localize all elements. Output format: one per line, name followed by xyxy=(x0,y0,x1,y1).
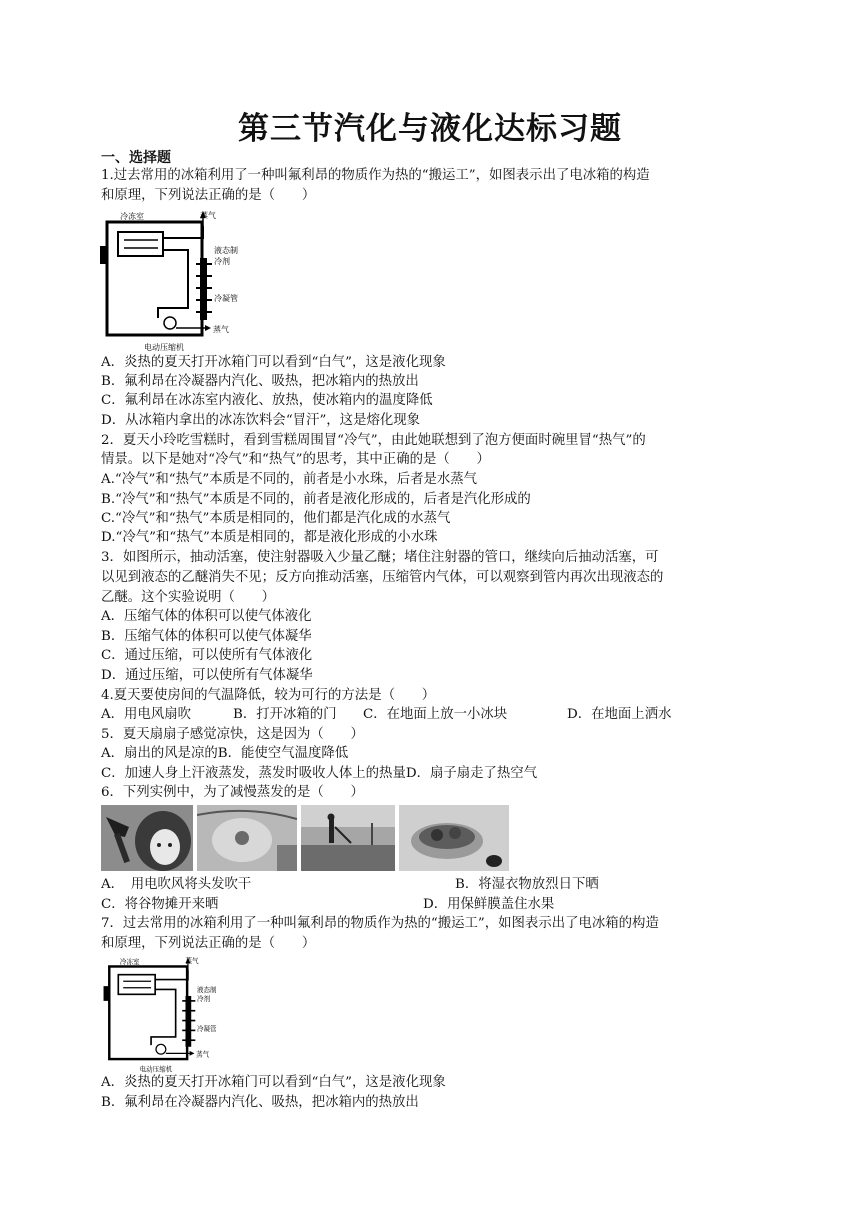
label-vapor-bottom: 蒸气 xyxy=(213,325,229,334)
q3-option-a: A．压缩气体的体积可以使气体液化 xyxy=(101,609,312,624)
q6-option-c: C．将谷物摊开来晒 xyxy=(101,897,219,912)
q5-stem: 5．夏天扇扇子感觉凉快，这是因为（ ） xyxy=(101,727,364,742)
q3-stem-line1: 3．如图所示，抽动活塞，使注射器吸入少量乙醚；堵住注射器的管口，继续向后抽动活塞，可 xyxy=(101,550,659,565)
q6-option-b: B．将湿衣物放烈日下晒 xyxy=(455,877,599,892)
q4-options xyxy=(101,706,741,724)
q2-option-c: C.“冷气”和“热气”本质是相同的，他们都是汽化成的水蒸气 xyxy=(101,511,451,526)
fridge-diagram-1 xyxy=(100,208,250,352)
q3-option-c: C．通过压缩，可以使所有气体液化 xyxy=(101,648,313,663)
q6-stem: 6．下列实例中，为了减慢蒸发的是（ ） xyxy=(101,785,364,800)
q3-stem-line2: 以见到液态的乙醚消失不见；反方向推动活塞，压缩管内气体，可以观察到管内再次出现液态的 xyxy=(101,570,664,585)
photo-drying-clothes xyxy=(197,805,297,871)
label-freezer-2: 冷冻室 xyxy=(119,958,140,967)
label-vapor-top-2: 蒸气 xyxy=(185,957,199,966)
photo-hair-dryer xyxy=(101,805,193,871)
fridge-diagram-2 xyxy=(100,955,230,1073)
q5-options-ab: A．扇出的风是凉的B．能使空气温度降低 xyxy=(101,746,349,761)
q3-option-b: B．压缩气体的体积可以使气体凝华 xyxy=(101,629,312,644)
label-condenser-2: 冷凝管 xyxy=(196,1025,217,1034)
label-compressor: 电动压缩机 xyxy=(144,343,184,352)
q4-option-a: A．用电风扇吹 xyxy=(101,707,192,722)
q3-option-d: D．通过压缩，可以使所有气体凝华 xyxy=(101,668,313,683)
q2-option-a: A.“冷气”和“热气”本质是不同的，前者是小水珠，后者是水蒸气 xyxy=(101,472,478,487)
section-heading: 一、选择题 xyxy=(101,150,171,166)
label-liquid-1: 液态制 xyxy=(214,246,238,255)
photo-spreading-grain xyxy=(301,805,395,871)
page-title: 第三节汽化与液化达标习题 xyxy=(238,111,622,147)
q1-option-d: D．从冰箱内拿出的冰冻饮料会“冒汗”，这是熔化现象 xyxy=(101,413,421,428)
label-vapor-bottom-2: 蒸气 xyxy=(196,1050,210,1059)
q4-option-b: B．打开冰箱的门 xyxy=(233,707,337,722)
q1-stem-line1: 1.过去常用的冰箱利用了一种叫氟利昂的物质作为热的“搬运工”，如图表示出了电冰箱的构造 xyxy=(101,168,650,183)
label-condenser: 冷凝管 xyxy=(214,294,238,303)
q7-option-a: A．炎热的夏天打开冰箱门可以看到“白气”，这是液化现象 xyxy=(101,1075,446,1090)
q2-stem-line2: 情景。以下是她对“冷气”和“热气”的思考，其中正确的是（ ） xyxy=(101,452,490,467)
q2-option-d: D.“冷气”和“热气”本质是相同的，都是液化形成的小水珠 xyxy=(101,530,438,545)
label-vapor-top: 蒸气 xyxy=(200,211,216,220)
q1-stem-line2: 和原理，下列说法正确的是（ ） xyxy=(101,188,316,203)
q7-option-b: B．氟利昂在冷凝器内汽化、吸热，把冰箱内的热放出 xyxy=(101,1095,419,1110)
q4-stem: 4.夏天要使房间的气温降低，较为可行的方法是（ ） xyxy=(101,688,436,703)
q5-options-cd: C．加速人身上汗液蒸发，蒸发时吸收人体上的热量D．扇子扇走了热空气 xyxy=(101,766,538,781)
label-liquid-2: 冷剂 xyxy=(214,257,230,266)
q4-option-d: D．在地面上洒水 xyxy=(567,707,672,722)
q6-option-a: A． 用电吹风将头发吹干 xyxy=(101,877,252,892)
q2-option-b: B.“冷气”和“热气”本质是不同的，前者是液化形成的，后者是汽化形成的 xyxy=(101,492,531,507)
label-freezer: 冷冻室 xyxy=(120,212,144,221)
q6-options-ab xyxy=(101,876,661,894)
label-compressor-2: 电动压缩机 xyxy=(139,1065,173,1073)
q1-option-b: B．氟利昂在冷凝器内汽化、吸热，把冰箱内的热放出 xyxy=(101,374,419,389)
q3-stem-line3: 乙醚。这个实验说明（ ） xyxy=(101,590,276,605)
q6-option-d: D．用保鲜膜盖住水果 xyxy=(423,897,555,912)
label-liquid-2-2: 冷剂 xyxy=(196,994,211,1003)
q2-stem-line1: 2．夏天小玲吃雪糕时，看到雪糕周围冒“冷气”，由此她联想到了泡方便面时碗里冒“热气”的 xyxy=(101,433,646,448)
q1-option-a: A．炎热的夏天打开冰箱门可以看到“白气”，这是液化现象 xyxy=(101,355,446,370)
q4-option-c: C．在地面上放一小冰块 xyxy=(363,707,508,722)
label-liquid-1-2: 液态制 xyxy=(196,985,217,994)
q6-options-cd xyxy=(101,896,661,914)
photo-fruit-wrap xyxy=(399,805,509,871)
q7-stem-line2: 和原理，下列说法正确的是（ ） xyxy=(101,936,316,951)
q7-stem-line1: 7．过去常用的冰箱利用了一种叫氟利昂的物质作为热的“搬运工”，如图表示出了电冰箱的构造 xyxy=(101,916,659,931)
q1-option-c: C．氟利昂在冰冻室内液化、放热，使冰箱内的温度降低 xyxy=(101,393,433,408)
